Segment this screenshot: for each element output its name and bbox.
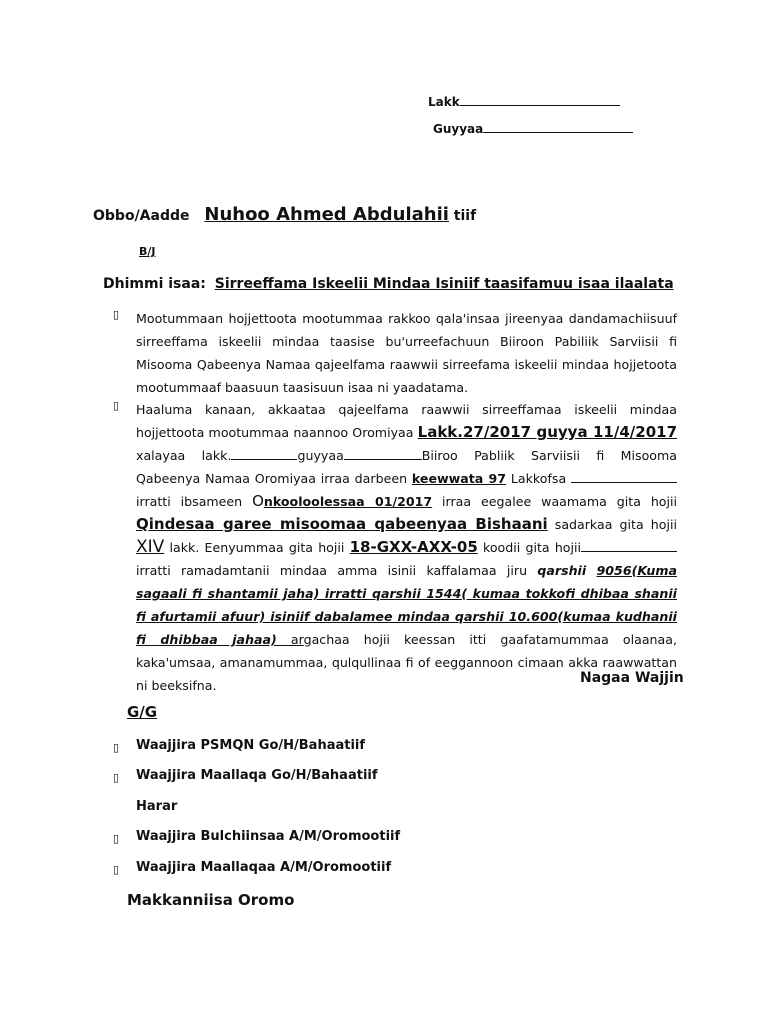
para2-text: xalayaa lakk. [136, 448, 232, 463]
para2-text: sadarkaa gita hojii [547, 517, 677, 532]
para2-text: guyyaa [297, 448, 344, 463]
blank-line [571, 471, 677, 483]
bullet-icon: ▯ [113, 308, 120, 321]
cc-item: Waajjira Maallaqa Go/H/Bahaatiif [136, 768, 378, 783]
reference-number [428, 94, 620, 109]
para2-text: irratti ramadamtanii mindaa amma isinii kaffalamaa jiru [136, 563, 538, 578]
paragraph-1: Mootummaan hojjettoota mootummaa rakkoo qala'insaa jireenyaa dandamachiisuuf sirreeffama iskeelii mindaa taasise bu'urreefachuun Biiroon Pabiliik Sarviisii fi Misooma Qabeenya Namaa qajeelfama raawwii sirreefama iskeelii mindaa hojjetoota mootummaaf baasuun taasisuun isaa ni yaadatama. [136, 311, 677, 395]
bullet-icon: ▯ [113, 399, 120, 412]
blank-line [344, 448, 422, 460]
bj-label: B/J [139, 245, 156, 258]
blank-line [231, 448, 297, 460]
para2-text: gachaa hojii keessan itti gaafatamummaa olaanaa, kaka'umsaa, amanamummaa, qulqullinaa fi of eeggannoon cimaan akka raawwattan ni beeksifna. [136, 632, 677, 693]
addressee-line [93, 204, 476, 225]
addressee-prefix: Obbo/Aadde [93, 208, 190, 224]
reference-number-label: Lakk [428, 95, 460, 109]
para2-text: Biiroo Pabliik Sarviisii fi Misooma Qabeenya Namaa Oromiyaa irraa darbeen [136, 448, 677, 486]
cc-item: Waajjira PSMQN Go/H/Bahaatiif [136, 738, 366, 753]
paragraph-2 [136, 398, 677, 697]
para2-text: Lakkofsa [506, 471, 572, 486]
job-code: 18-GXX-AXX-05 [349, 538, 478, 556]
bullet-icon: ▯ [113, 741, 120, 754]
footer-text: Makkanniisa Oromo [127, 891, 295, 909]
para2-text: irratti ibsameen [136, 494, 253, 509]
closing: Nagaa Wajjin [580, 670, 684, 686]
cc-item: Waajjira Bulchiinsaa A/M/Oromootiif [136, 829, 401, 844]
keewwata-ref: keewwata 97 [411, 471, 507, 486]
addressee-name: Nuhoo Ahmed Abdulahii [204, 204, 449, 225]
job-grade: XIV [136, 537, 165, 557]
blank-line [581, 540, 677, 552]
reference-number-blank [460, 94, 620, 106]
subject-text: Sirreeffama Iskeelii Mindaa Isiniif taasifamuu isaa ilaalata [214, 276, 674, 292]
bullet-icon: ▯ [113, 832, 120, 845]
para2-text: lakk. Eenyummaa gita hojii [164, 540, 350, 555]
cc-item: Waajjira Maallaqaa A/M/Oromootiif [136, 860, 392, 875]
reference-date-blank [483, 121, 633, 133]
onkoolo-date: nkooloolessaa 01/2017 [263, 494, 433, 509]
cc-item: Harar [136, 799, 178, 814]
copy-to-label: G/G [127, 703, 158, 721]
subject-line [103, 276, 674, 292]
reference-lakk: Lakk.27/2017 guyya 11/4/2017 [417, 423, 678, 441]
reference-date-label: Guyyaa [433, 122, 484, 136]
reference-date [433, 121, 633, 136]
para2-text: ar [276, 632, 304, 647]
job-position: Qindesaa garee misoomaa qabeenyaa Bishaani [136, 515, 548, 533]
salary-amounts: 9056(Kuma sagaali fi shantamii jaha) irratti qarshii 1544( kumaa tokkofi dhibaa shanii fi afurtamii afuur) isiniif dabalamee mindaa qarshii 10.600(kumaa kudhanii fi dhibbaa jahaa) [136, 563, 677, 647]
bullet-icon: ▯ [113, 863, 120, 876]
onkoolo-first-letter: O [252, 492, 264, 510]
para2-text: Haaluma kanaan, akkaataa qajeelfama raawwii sirreeffamaa iskeelii mindaa hojjettoota mootummaa naannoo Oromiyaa [136, 402, 677, 440]
qarshii-word: qarshii [537, 563, 587, 578]
bullet-icon: ▯ [113, 771, 120, 784]
para2-text: irraa eegalee waamama gita hojii [432, 494, 678, 509]
addressee-suffix: tiif [453, 208, 477, 224]
para2-text: koodii gita hojii [477, 540, 582, 555]
subject-label: Dhimmi isaa: [103, 276, 206, 292]
